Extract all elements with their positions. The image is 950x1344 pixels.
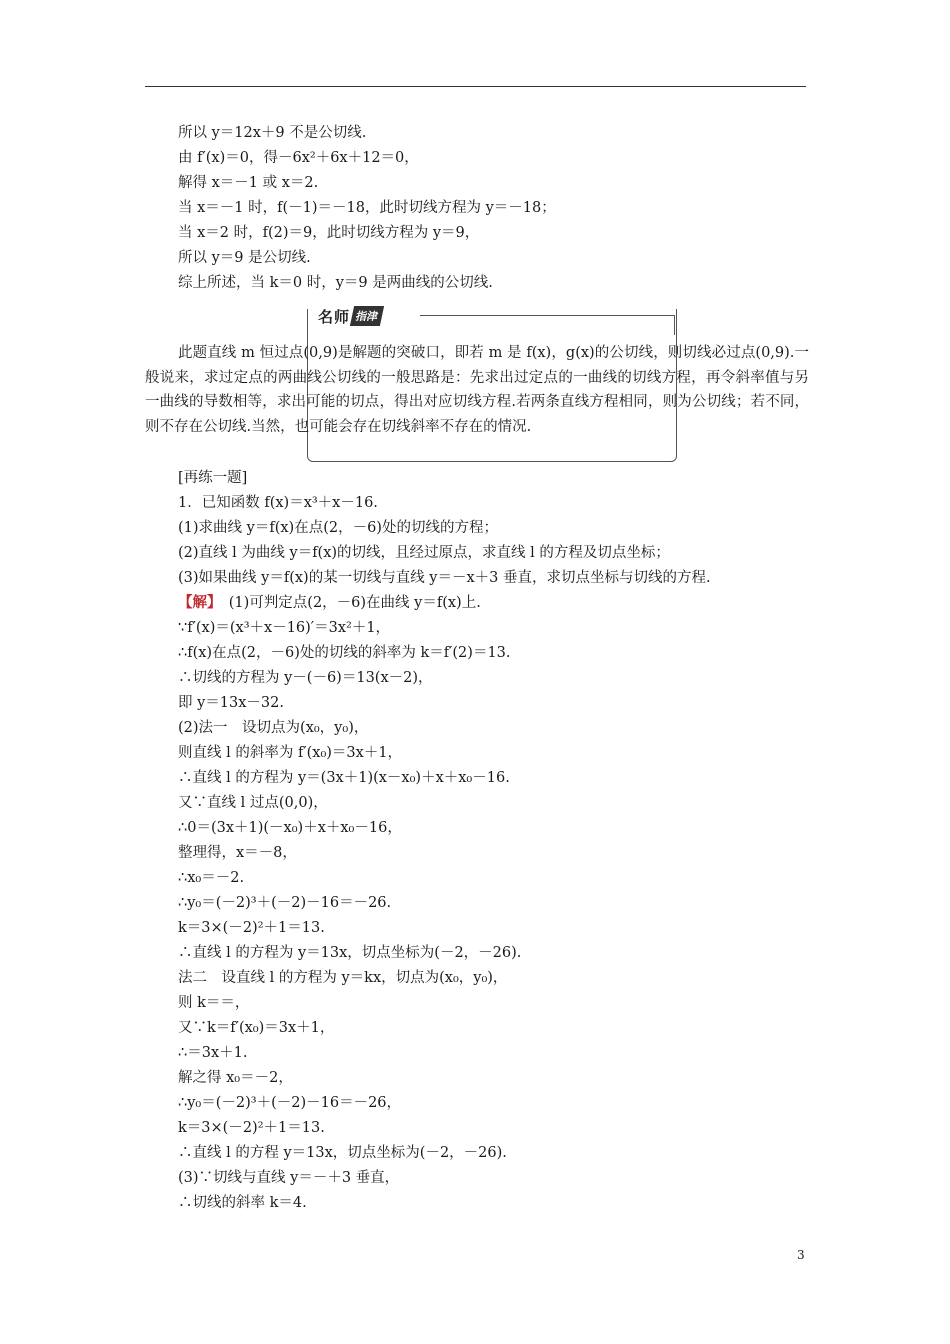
problem-line: (3)如果曲线 y＝f(x)的某一切线与直线 y＝－x＋3 垂直，求切点坐标与切线的方程. xyxy=(178,570,711,586)
solution-line: 即 y＝13x－32. xyxy=(178,695,284,711)
solution-label: 【解】 xyxy=(178,594,215,611)
text-line: 所以 y＝9 是公切线. xyxy=(178,250,311,266)
problem-line: (1)求曲线 y＝f(x)在点(2，－6)处的切线的方程； xyxy=(178,520,498,536)
guide-border xyxy=(420,315,675,316)
text-line: 所以 y＝12x＋9 不是公切线. xyxy=(178,125,367,141)
solution-line: 法二 设直线 l 的方程为 y＝kx，切点为(x₀，y₀)， xyxy=(178,970,508,986)
solution-line: ∴直线 l 的方程 y＝13x，切点坐标为(－2，－26). xyxy=(178,1145,507,1161)
solution-line: ∴切线的斜率 k＝4. xyxy=(178,1195,307,1211)
solution-line: 解之得 x₀＝－2， xyxy=(178,1070,293,1086)
guide-border xyxy=(307,315,308,327)
solution-line: k＝3×(－2)²＋1＝13. xyxy=(178,920,325,936)
solution-line: 则直线 l 的斜率为 f′(x₀)＝3x＋1， xyxy=(178,745,403,761)
problem-line: (2)直线 l 为曲线 y＝f(x)的切线，且经过原点，求直线 l 的方程及切点坐标； xyxy=(178,545,670,561)
solution-line: ∴y₀＝(－2)³＋(－2)－16＝－26. xyxy=(178,895,392,911)
solution-line: 则 k＝＝， xyxy=(178,995,250,1011)
solution-line: ∴f(x)在点(2，－6)处的切线的斜率为 k＝f′(2)＝13. xyxy=(178,645,511,661)
guide-border xyxy=(674,315,675,335)
solution-line: ∴切线的方程为 y－(－6)＝13(x－2)， xyxy=(178,670,433,686)
guide-title: 名师 xyxy=(318,307,351,326)
solution-line: ∴0＝(3x＋1)(－x₀)＋x＋x₀－16， xyxy=(178,820,402,836)
solution-line: ∴x₀＝－2. xyxy=(178,870,245,886)
page-number: 3 xyxy=(797,1248,805,1262)
solution-line: ∴＝3x＋1. xyxy=(178,1045,248,1061)
text-line: 解得 x＝－1 或 x＝2. xyxy=(178,175,319,191)
guide-badge: 指津 xyxy=(350,306,384,326)
text-line: 当 x＝2 时，f(2)＝9，此时切线方程为 y＝9， xyxy=(178,225,480,241)
header-rule xyxy=(145,86,806,87)
exercise-header: [再练一题] xyxy=(178,470,248,486)
solution-line: k＝3×(－2)²＋1＝13. xyxy=(178,1120,325,1136)
text-line: 综上所述，当 k＝0 时，y＝9 是两曲线的公切线. xyxy=(178,275,493,291)
text-line: 由 f′(x)＝0，得－6x²＋6x＋12＝0， xyxy=(178,150,419,166)
solution-line: ∴y₀＝(－2)³＋(－2)－16＝－26， xyxy=(178,1095,402,1111)
guide-paragraph: 此题直线 m 恒过点(0,9)是解题的突破口，即若 m 是 f(x)，g(x)的公切线，则切线必过点(0,9).一般说来，求过定点的两曲线公切线的一般思路是：先求出过定点的一曲线的切线方程，再令斜率值与另一曲线的导数相等，求出可能的切点，得出对应切线方程.若两条直线方程相同，则为公切线；若不同，则不存在公切线.当然，也可能会存在切线斜率不存在的情况. xyxy=(145,345,809,435)
solution-line: 整理得，x＝－8， xyxy=(178,845,297,861)
solution-line: 又∵直线 l 过点(0,0)， xyxy=(178,795,328,811)
problem-line: 1．已知函数 f(x)＝x³＋x－16. xyxy=(178,495,378,511)
solution-first-line xyxy=(178,593,481,613)
solution-line: ∵f′(x)＝(x³＋x－16)′＝3x²＋1， xyxy=(178,620,391,636)
solution-line: (3)∵切线与直线 y＝－＋3 垂直， xyxy=(178,1170,400,1186)
text-line: 当 x＝－1 时，f(－1)＝－18，此时切线方程为 y＝－18； xyxy=(178,200,556,216)
solution-text: (1)可判定点(2，－6)在曲线 y＝f(x)上. xyxy=(214,595,481,611)
solution-line: ∴直线 l 的方程为 y＝(3x＋1)(x－x₀)＋x＋x₀－16. xyxy=(178,770,510,786)
solution-line: ∴直线 l 的方程为 y＝13x，切点坐标为(－2，－26). xyxy=(178,945,522,961)
solution-line: (2)法一 设切点为(x₀，y₀)， xyxy=(178,720,369,736)
teacher-guide-tab xyxy=(318,304,382,328)
solution-line: 又∵k＝f′(x₀)＝3x＋1， xyxy=(178,1020,335,1036)
